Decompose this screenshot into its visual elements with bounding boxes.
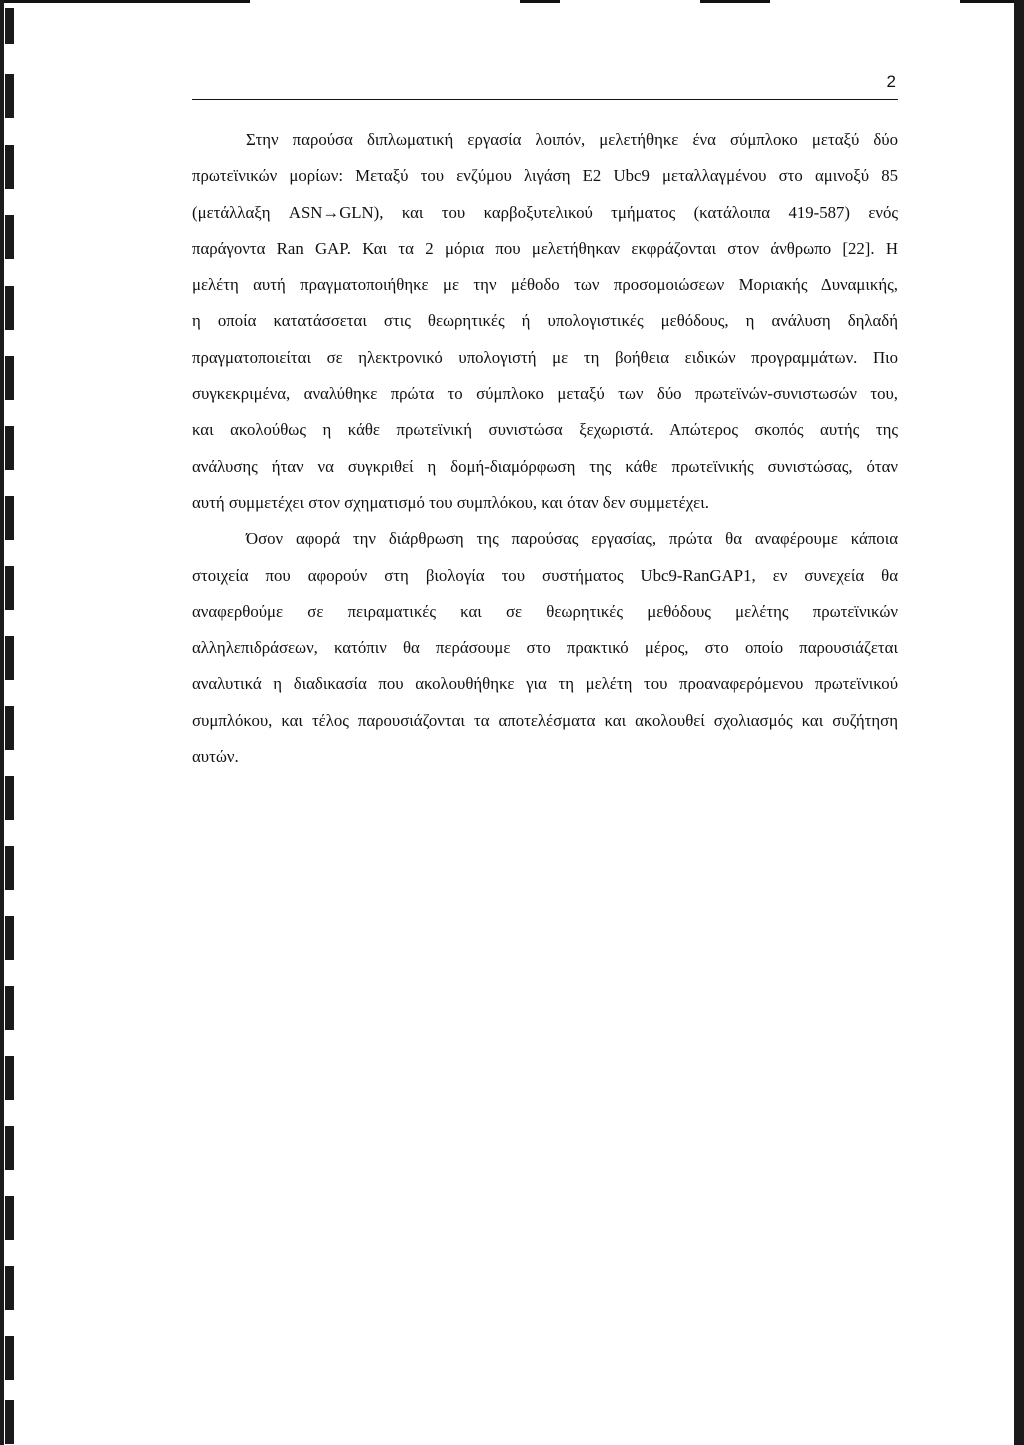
text-line: αλληλεπιδράσεων, κατόπιν θα περάσουμε στο πρακτικό μέρος, στο οποίο παρουσιάζεται xyxy=(192,638,898,658)
text-line: αναλυτικά η διαδικασία που ακολουθήθηκε για τη μελέτη του προαναφερόμενου πρωτεϊνικού xyxy=(192,674,898,694)
text-line: ανάλυσης ήταν να συγκριθεί η δομή-διαμόρφωση της κάθε πρωτεϊνικής συνιστώσας, όταν xyxy=(192,456,898,476)
text-line: Όσον αφορά την διάρθρωση της παρούσας εργασίας, πρώτα θα αναφέρουμε κάποια xyxy=(246,529,898,549)
text-line: παράγοντα Ran GAP. Και τα 2 μόρια που μελετήθηκαν εκφράζονται στον άνθρωπο [22]. Η xyxy=(192,238,898,258)
text-line: και ακολούθως η κάθε πρωτεϊνική συνιστώσα ξεχωριστά. Απώτερος σκοπός αυτής της xyxy=(192,420,898,440)
page-number: 2 xyxy=(886,72,896,91)
text-line: αυτή συμμετέχει στον σχηματισμό του συμπλόκου, και όταν δεν συμμετέχει. xyxy=(192,492,709,512)
text-line: (μετάλλαξη ASN→GLN), και του καρβοξυτελικού τμήματος (κατάλοιπα 419-587) ενός xyxy=(192,202,898,222)
text-line: μελέτη αυτή πραγματοποιήθηκε με την μέθοδο των προσομοιώσεων Μοριακής Δυναμικής, xyxy=(192,275,898,295)
text-line: αναφερθούμε σε πειραματικές και σε θεωρητικές μεθόδους μελέτης πρωτεϊνικών xyxy=(192,601,898,621)
text-line: στοιχεία που αφορούν στη βιολογία του συστήματος Ubc9-RanGAP1, εν συνεχεία θα xyxy=(192,565,898,585)
text-line: αυτών. xyxy=(192,747,239,767)
text-line: συμπλόκου, και τέλος παρουσιάζονται τα αποτελέσματα και ακολουθεί σχολιασμός και συζήτηση xyxy=(192,710,898,730)
header-rule xyxy=(192,99,898,100)
text-line: πρωτεϊνικών μορίων: Μεταξύ του ενζύμου λιγάση E2 Ubc9 μεταλλαγμένου στο αμινοξύ 85 xyxy=(192,166,898,186)
text-line: πραγματοποιείται σε ηλεκτρονικό υπολογιστή με τη βοήθεια ειδικών προγραμμάτων. Πιο xyxy=(192,347,898,367)
scan-right-edge xyxy=(1014,0,1024,1445)
scan-top-edge xyxy=(0,0,1024,5)
text-line: συγκεκριμένα, αναλύθηκε πρώτα το σύμπλοκο μεταξύ των δύο πρωτεϊνών-συνιστωσών του, xyxy=(192,384,898,404)
body-text xyxy=(192,122,898,775)
text-line: Στην παρούσα διπλωματική εργασία λοιπόν, μελετήθηκε ένα σύμπλοκο μεταξύ δύο xyxy=(246,130,898,149)
text-line: η οποία κατατάσσεται στις θεωρητικές ή υπολογιστικές μεθόδους, η ανάλυση δηλαδή xyxy=(192,311,898,331)
scan-film-edge xyxy=(0,0,17,1445)
